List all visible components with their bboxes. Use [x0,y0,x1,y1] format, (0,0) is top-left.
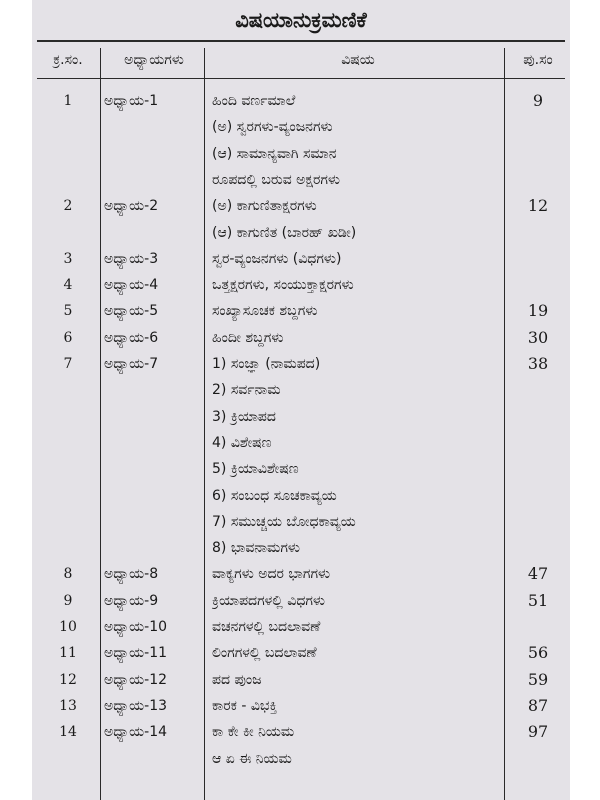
row-chapter: ಅಧ್ಯಾಯ-10 [104,619,168,635]
table-row [32,588,570,614]
row-page-number: 59 [527,669,549,689]
row-chapter: ಅಧ್ಯಾಯ-8 [104,566,159,583]
row-subject: (ಆ) ಕಾಗುಣಿತ (ಬಾರಹ್ ಖಡೀ) [212,224,357,241]
row-subject: ಸಂಖ್ಯಾಸೂಚಕ ಶಬ್ದಗಳು [212,303,318,320]
row-page-number: 30 [527,327,549,347]
row-page-number: 47 [527,564,549,584]
table-row [32,246,570,272]
row-chapter: ಅಧ್ಯಾಯ-13 [104,697,168,714]
table-row [32,430,570,456]
row-subject: ಪದ ಪುಂಜ [212,671,262,688]
row-subject: ಸ್ವರ-ವ್ಯಂಜನಗಳು (ವಿಧಗಳು) [212,250,342,267]
row-page-number: 51 [527,590,549,610]
row-serial-number: 11 [59,645,77,662]
row-chapter: ಅಧ್ಯಾಯ-6 [104,329,159,346]
table-row [32,167,570,193]
header-page-number: ಪು.ಸಂ [523,52,553,68]
table-row [32,377,570,403]
row-subject: ವಚನಗಳಲ್ಲಿ ಬದಲಾವಣೆ [212,619,321,635]
row-page-number: 38 [527,354,549,373]
row-serial-number: 9 [63,592,73,609]
row-subject: ಕ್ರಿಯಾಪದಗಳಲ್ಲಿ ವಿಧಗಳು [212,592,326,609]
row-serial-number: 5 [63,303,73,320]
row-page-number: 9 [532,91,544,110]
page-title: ವಿಷಯಾನುಕ್ರಮಣಿಕೆ [235,8,367,32]
table-row [32,746,570,772]
row-subject: 1) ಸಂಜ್ಞಾ (ನಾಮಪದ) [212,356,321,372]
table-row [32,640,570,666]
row-subject: 6) ಸಂಬಂಧ ಸೂಚಕಾವ್ಯಯ [212,487,337,504]
row-serial-number: 8 [63,566,73,583]
row-subject: (ಅ) ಕಾಗುಣಿತಾಕ್ಷರಗಳು [212,198,317,215]
row-serial-number: 13 [59,697,77,714]
row-page-number: 87 [527,695,549,715]
row-subject: ಕಾರಕ - ವಿಭಕ್ತಿ [212,697,278,714]
row-serial-number: 12 [59,671,77,688]
row-chapter: ಅಧ್ಯಾಯ-4 [104,277,159,294]
row-subject: 8) ಭಾವನಾಮಗಳು [212,540,300,557]
row-serial-number: 4 [63,277,73,294]
table-row [32,456,570,482]
row-serial-number: 2 [63,198,73,215]
row-chapter: ಅಧ್ಯಾಯ-2 [104,198,159,215]
row-serial-number: 6 [63,329,73,346]
row-subject: ಹಿಂದೀ ಶಬ್ದಗಳು [212,329,284,346]
row-subject: 2) ಸರ್ವನಾಮ [212,382,281,399]
row-chapter: ಅಧ್ಯಾಯ-14 [104,724,168,741]
table-row [32,561,570,587]
row-serial-number: 14 [59,724,77,741]
header-divider [37,78,565,79]
row-serial-number: 10 [59,619,77,635]
table-row [32,693,570,719]
header-chapters: ಅಧ್ಯಾಯಗಳು [124,52,184,68]
header-subject: ವಿಷಯ [341,52,375,68]
row-subject: 4) ವಿಶೇಷಣ [212,434,272,451]
table-row [32,614,570,640]
row-chapter: ಅಧ್ಯಾಯ-7 [104,356,159,372]
row-subject: ಆ ಏ ಈ ನಿಯಮ [212,750,292,767]
header-serial-number: ಕ್ರ.ಸಂ. [53,52,83,68]
row-subject: 7) ಸಮುಚ್ಚಯ ಬೋಧಕಾವ್ಯಯ [212,513,356,530]
title-divider [37,40,565,42]
row-subject: ವಾಕ್ಯಗಳು ಅದರ ಭಾಗಗಳು [212,566,331,583]
table-row [32,535,570,561]
row-chapter: ಅಧ್ಯಾಯ-3 [104,250,159,267]
row-subject: ಲಿಂಗಗಳಲ್ಲಿ ಬದಲಾವಣೆ [212,645,317,662]
contents-page [32,0,570,800]
row-subject: ಹಿಂದಿ ವರ್ಣಮಾಲೆ [212,93,296,109]
table-row [32,667,570,693]
table-row [32,193,570,219]
row-subject: ಕಾ ಕೇ ಕೀ ನಿಯಮ [212,724,295,741]
row-serial-number: 7 [63,356,73,372]
row-subject: ಒತ್ತಕ್ಷರಗಳು, ಸಂಯುಕ್ತಾಕ್ಷರಗಳು [212,277,354,294]
table-row [32,298,570,324]
row-page-number: 19 [527,301,549,321]
table-row [32,404,570,430]
row-subject: 5) ಕ್ರಿಯಾವಿಶೇಷಣ [212,461,299,478]
table-row [32,351,570,377]
table-row [32,220,570,246]
row-chapter: ಅಧ್ಯಾಯ-12 [104,671,168,688]
table-row [32,141,570,167]
table-row [32,325,570,351]
table-row [32,483,570,509]
row-page-number: 56 [527,643,549,663]
table-row [32,509,570,535]
table-row [32,88,570,114]
row-chapter: ಅಧ್ಯಾಯ-1 [104,93,159,109]
table-row [32,114,570,140]
row-serial-number: 1 [63,93,73,109]
row-subject: 3) ಕ್ರಿಯಾಪದ [212,408,276,425]
row-subject: (ಅ) ಸ್ವರಗಳು-ವ್ಯಂಜನಗಳು [212,119,333,136]
row-chapter: ಅಧ್ಯಾಯ-5 [104,303,159,320]
row-chapter: ಅಧ್ಯಾಯ-11 [104,645,168,662]
row-page-number: 97 [527,722,549,742]
row-subject: ರೂಪದಲ್ಲಿ ಬರುವ ಅಕ್ಷರಗಳು [212,171,341,188]
row-page-number: 12 [527,196,549,216]
row-subject: (ಆ) ಸಾಮಾನ್ಯವಾಗಿ ಸಮಾನ [212,145,337,162]
row-serial-number: 3 [63,250,73,267]
row-chapter: ಅಧ್ಯಾಯ-9 [104,592,159,609]
table-row [32,272,570,298]
table-row [32,719,570,745]
